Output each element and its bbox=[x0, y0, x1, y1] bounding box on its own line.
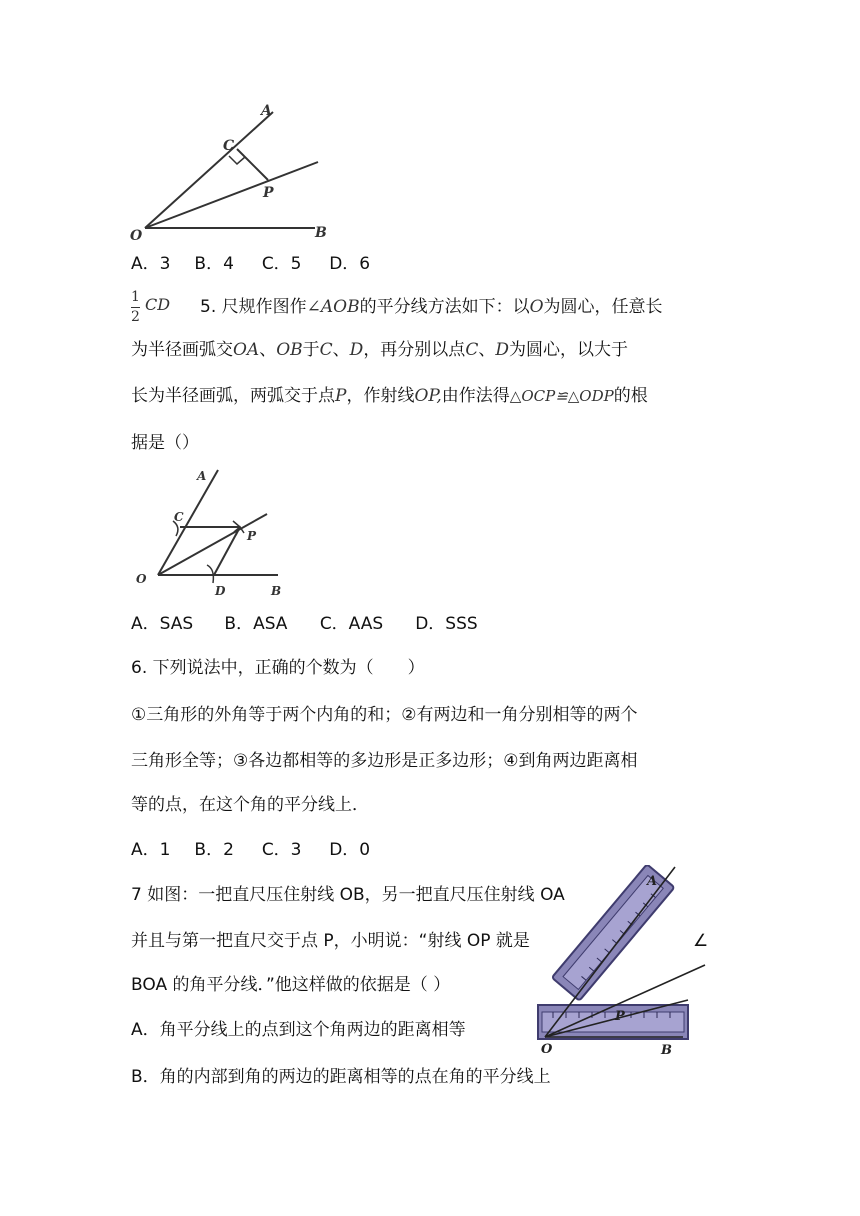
figure-two-rulers bbox=[533, 865, 713, 1060]
q4-option-a[interactable]: A．3 bbox=[131, 254, 171, 274]
label-D: D bbox=[215, 584, 226, 598]
q7-line-2: 并且与第一把直尺交于点 P，小明说：“射线 OP 就是 bbox=[131, 931, 530, 951]
figure-bisector-construction bbox=[130, 465, 290, 600]
q4-option-b[interactable]: B．4 bbox=[194, 254, 234, 274]
q5-option-c[interactable]: C．AAS bbox=[319, 614, 384, 634]
label-A: A bbox=[197, 469, 207, 483]
q4-option-d[interactable]: D．6 bbox=[329, 254, 371, 274]
label-A: A bbox=[647, 874, 658, 889]
q6-options bbox=[131, 839, 370, 861]
label-O: O bbox=[136, 572, 147, 586]
q5-line-2: 为半径画弧交OA、OB于C、D，再分别以点C、D为圆心，以大于 bbox=[131, 340, 628, 360]
q6-line-3: 等的点，在这个角的平分线上． bbox=[131, 795, 369, 815]
label-O: O bbox=[130, 228, 143, 244]
q6-option-b[interactable]: B．2 bbox=[194, 840, 234, 860]
q6-option-a[interactable]: A．1 bbox=[131, 840, 171, 860]
q7-angle-symbol: ∠ bbox=[693, 931, 709, 951]
q4-options bbox=[131, 253, 370, 275]
q7-option-a[interactable]: A．角平分线上的点到这个角两边的距离相等 bbox=[131, 1020, 466, 1040]
q7-line-3: BOA 的角平分线．”他这样做的依据是（ ） bbox=[131, 975, 451, 995]
q6-stem: 6. 下列说法中，正确的个数为（ ） bbox=[131, 658, 425, 678]
q7-option-b[interactable]: B．角的内部到角的两边的距离相等的点在角的平分线上 bbox=[131, 1067, 551, 1087]
label-O: O bbox=[541, 1042, 553, 1057]
label-B: B bbox=[315, 225, 327, 241]
label-B: B bbox=[661, 1043, 672, 1058]
q5-options bbox=[131, 613, 478, 635]
q7-line-1: 7 如图：一把直尺压住射线 OB，另一把直尺压住射线 OA bbox=[131, 885, 565, 905]
label-P: P bbox=[247, 529, 257, 543]
q6-option-c[interactable]: C．3 bbox=[261, 840, 302, 860]
label-B: B bbox=[271, 584, 282, 598]
label-P: P bbox=[615, 1009, 625, 1024]
q5-line-1: 5. 尺规作图作∠AOB的平分线方法如下：以O为圆心，任意长 bbox=[200, 297, 663, 317]
ruler-horizontal bbox=[538, 1005, 688, 1039]
q5-option-b[interactable]: B．ASA bbox=[224, 614, 288, 634]
label-C: C bbox=[174, 510, 184, 524]
q5-option-a[interactable]: A．SAS bbox=[131, 614, 194, 634]
q6-line-1: ①三角形的外角等于两个内角的和；②有两边和一角分别相等的两个 bbox=[131, 705, 638, 725]
label-P: P bbox=[263, 185, 274, 201]
q5-option-d[interactable]: D．SSS bbox=[415, 614, 478, 634]
label-C: C bbox=[223, 138, 235, 154]
q6-line-2: 三角形全等；③各边都相等的多边形是正多边形；④到角两边距离相 bbox=[131, 751, 638, 771]
label-A: A bbox=[261, 103, 272, 119]
q5-line-3: 长为半径画弧，两弧交于点P，作射线OP,由作法得△OCP≌△ODP的根 bbox=[131, 386, 648, 406]
q6-option-d[interactable]: D．0 bbox=[329, 840, 371, 860]
q5-line-4: 据是（） bbox=[131, 433, 199, 453]
figure-angle-bisector-perpendicular bbox=[125, 100, 345, 245]
q4-option-c[interactable]: C．5 bbox=[261, 254, 302, 274]
